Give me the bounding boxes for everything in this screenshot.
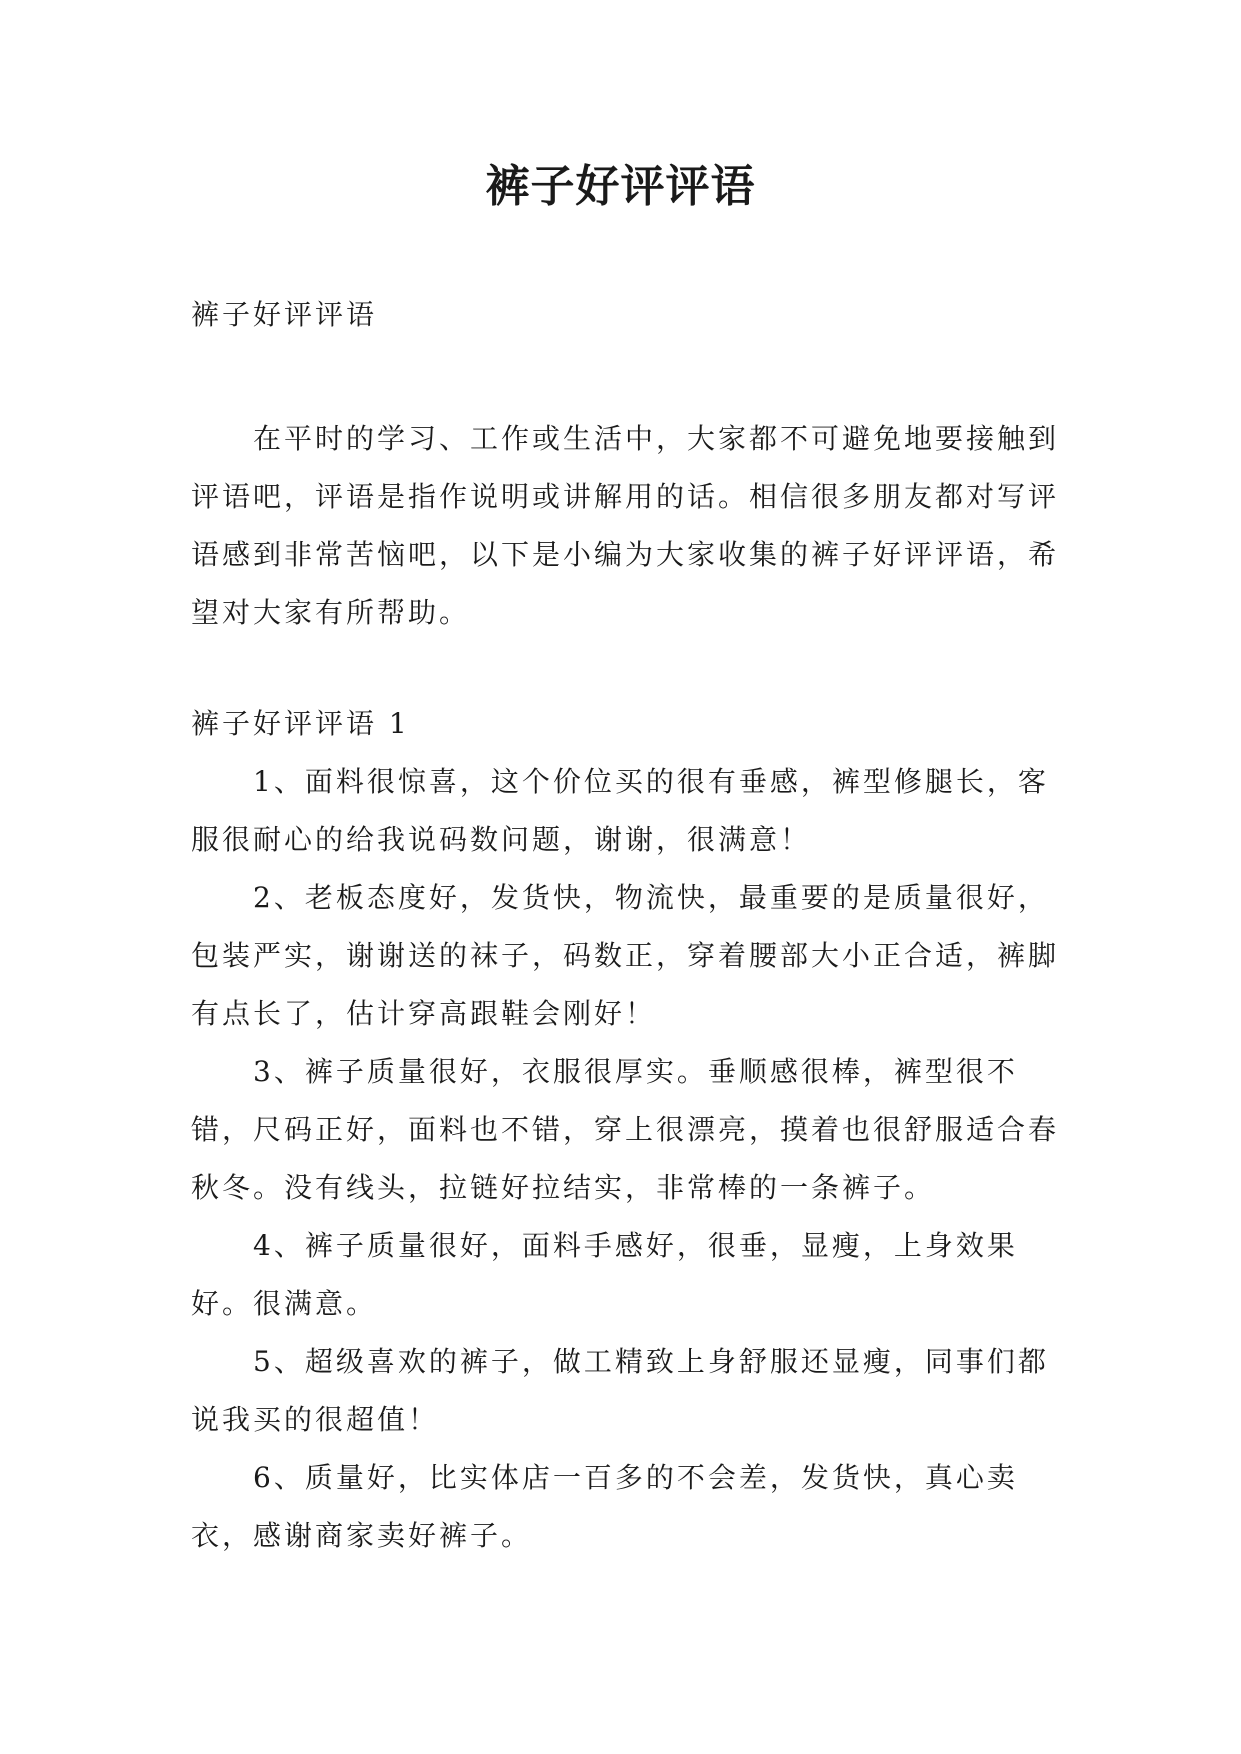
document-title: 裤子好评评语 <box>485 161 756 212</box>
section-heading: 裤子好评评语 1 <box>191 707 410 740</box>
review-item-3: 3、裤子质量很好，衣服很厚实。垂顺感很棒，裤型很不错，尺码正好，面料也不错，穿上很漂亮，摸着也很舒服适合春秋冬。没有线头，拉链好拉结实，非常棒的一条裤子。 <box>191 1055 1060 1204</box>
subtitle-text: 裤子好评评语 <box>191 298 378 331</box>
review-item-2: 2、老板态度好，发货快，物流快，最重要的是质量很好，包装严实，谢谢送的袜子，码数正，穿着腰部大小正合适，裤脚有点长了，估计穿高跟鞋会刚好！ <box>191 881 1060 1030</box>
document-subtitle <box>191 286 1061 344</box>
review-item-6: 6、质量好，比实体店一百多的不会差，发货快，真心卖衣，感谢商家卖好裤子。 <box>191 1461 1018 1552</box>
review-item-5: 5、超级喜欢的裤子，做工精致上身舒服还显瘦，同事们都说我买的很超值！ <box>191 1345 1049 1436</box>
intro-paragraph <box>191 410 1061 642</box>
review-item-4: 4、裤子质量很好，面料手感好，很垂，显瘦，上身效果好。很满意。 <box>191 1229 1018 1320</box>
review-item-1: 1、面料很惊喜，这个价位买的很有垂感，裤型修腿长，客服很耐心的给我说码数问题，谢谢，很满意！ <box>191 765 1049 856</box>
review-section <box>191 695 1061 1565</box>
intro-text: 在平时的学习、工作或生活中，大家都不可避免地要接触到评语吧，评语是指作说明或讲解用的话。相信很多朋友都对写评语感到非常苦恼吧，以下是小编为大家收集的裤子好评评语，希望对大家有所帮助。 <box>191 422 1060 629</box>
